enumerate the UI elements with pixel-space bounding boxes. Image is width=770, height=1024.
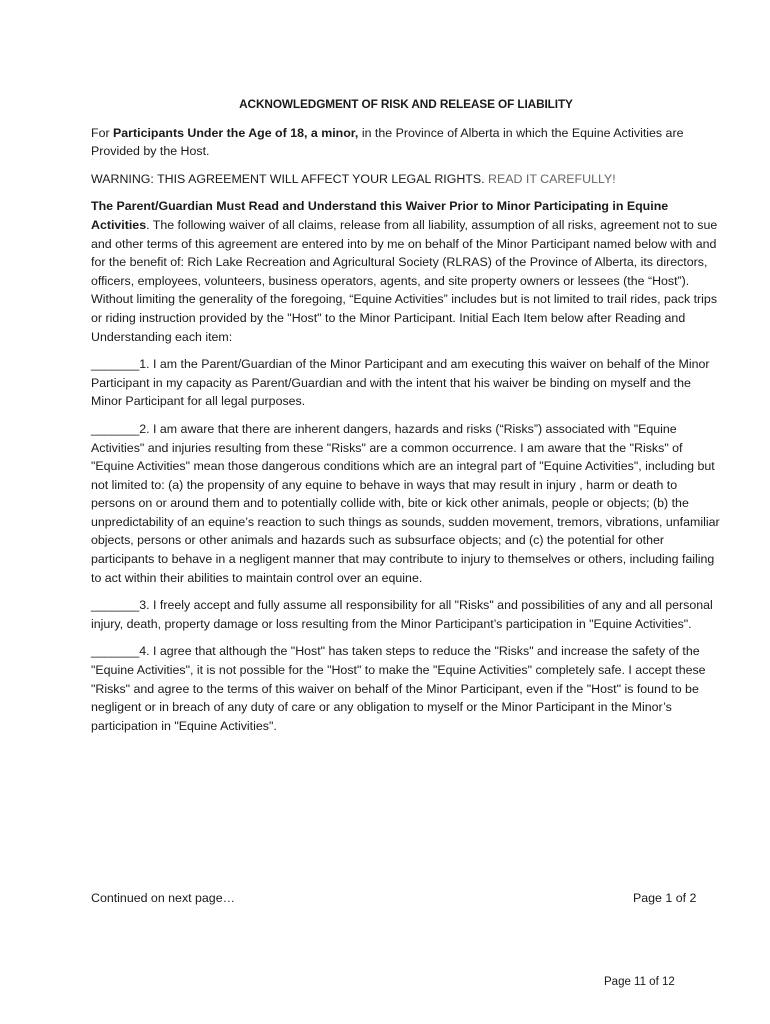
- must-read-paragraph: [91, 197, 721, 346]
- item-1: _______1. I am the Parent/Guardian of the Minor Participant and am executing this waiver on behalf of the Minor Participant in my capacity as Parent/Guardian and with the intent that his waiver be binding on myself and the Minor Participant for all legal purposes.: [91, 357, 710, 409]
- document-title: ACKNOWLEDGMENT OF RISK AND RELEASE OF LIABILITY: [239, 97, 573, 111]
- document-body: [91, 95, 721, 744]
- item-3: _______3. I freely accept and fully assume all responsibility for all "Risks" and possibilities of any and all personal injury, death, property damage or loss resulting from the Minor Participant’s participation in "Equine Activities".: [91, 598, 713, 631]
- intro-bold: Participants Under the Age of 18, a minor,: [113, 125, 359, 140]
- warning-emphasis: READ IT CAREFULLY!: [488, 171, 616, 186]
- intro-paragraph: [91, 124, 721, 161]
- warning-paragraph: [91, 170, 721, 189]
- section-page-indicator: Page 1 of 2: [633, 891, 697, 905]
- item-4: _______4. I agree that although the "Host" has taken steps to reduce the "Risks" and increase the safety of the "Equine Activities", it is not possible for the "Host" to make the "Equine Activities" completely safe. I accept these "Risks" and agree to the terms of this waiver on behalf of the Minor Participant, even if the "Host" is found to be negligent or in breach of any duty of care or any obligation to myself or the Minor Participant in the Minor’s participation in "Equine Activities".: [91, 644, 706, 733]
- intro-suffix: in the Province of Alberta in which the Equine Activities are Provided by the Host.: [91, 125, 684, 159]
- must-read-bold: The Parent/Guardian Must Read and Understand this Waiver Prior to Minor Participating in Equine Activities: [91, 199, 669, 232]
- page-number: Page 11 of 12: [604, 976, 675, 988]
- continued-note: Continued on next page…: [91, 891, 235, 905]
- warning-main: WARNING: THIS AGREEMENT WILL AFFECT YOUR LEGAL RIGHTS.: [91, 171, 489, 186]
- intro-prefix: For: [91, 125, 114, 140]
- must-read-rest: . The following waiver of all claims, release from all liability, assumption of all risks, agreement not to sue and other terms of this agreement are entered into by me on behalf of the Minor Participant named below with and for the benefit of: Rich Lake Recreation and Agricultural Society (RLRAS) of the Province of Alberta, its directors, officers, employees, volunteers, business operators, agents, and site property owners or lessees (the “Host”). Without limiting the generality of the foregoing, “Equine Activities” includes but is not limited to trail rides, pack trips or riding instruction provided by the "Host" to the Minor Participant. Initial Each Item below after Reading and Understanding each item:: [91, 217, 718, 344]
- item-2: _______2. I am aware that there are inherent dangers, hazards and risks (“Risks”) associated with "Equine Activities" and injuries resulting from these "Risks" are a common occurrence. I am aware that the "Risks" of "Equine Activities" mean those dangerous conditions which are an integral part of "Equine Activities", including but not limited to: (a) the propensity of any equine to behave in ways that may result in injury , harm or death to persons on or around them and to potentially collide with, bite or kick other animals, people or objects; (b) the unpredictability of an equine’s reaction to such things as sounds, sudden movement, tremors, vibrations, unfamiliar objects, persons or other animals and hazards such as subsurface objects; and (c) the potential for other participants to behave in a negligent manner that may contribute to injury to themselves or others, including failing to act within their abilities to maintain control over an equine.: [91, 421, 720, 585]
